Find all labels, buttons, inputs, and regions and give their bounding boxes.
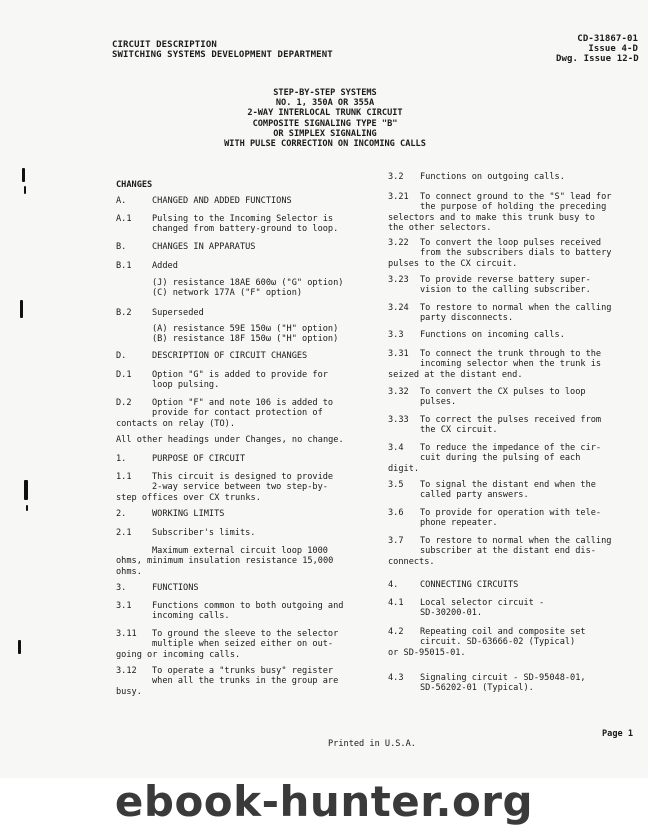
text-line: Added — [152, 261, 178, 271]
text-line: To connect the trunk through to the — [420, 349, 602, 359]
section-number: 3.4 — [388, 443, 404, 453]
section-number: 3.7 — [388, 536, 404, 546]
section-3-24 — [388, 303, 611, 324]
section-3-31 — [388, 349, 601, 380]
section-number: 4. — [388, 580, 399, 590]
text-line: step offices over CX trunks. — [116, 492, 261, 503]
text-line: from the subscribers dials to battery — [420, 248, 612, 259]
header-left — [112, 40, 333, 60]
title-line: NO. 1, 350A OR 355A — [275, 98, 375, 109]
text-line: incoming selector when the trunk is — [420, 359, 602, 370]
section-3-2 — [388, 172, 565, 182]
section-heading: CHANGES IN APPARATUS — [152, 242, 256, 252]
text-line: Pulsing to the Incoming Selector is — [152, 214, 334, 224]
text-line: pulses. — [420, 397, 457, 408]
dept-title: CIRCUIT DESCRIPTION — [112, 40, 217, 50]
section-3-21 — [388, 192, 611, 234]
text-line: To correct the pulses received from — [420, 415, 602, 425]
section-3-33 — [388, 415, 601, 436]
text-line: multiple when seized either on out- — [152, 639, 334, 650]
section-3-12 — [116, 666, 338, 697]
text-line: Functions common to both outgoing and — [152, 601, 344, 611]
scan-mark — [20, 300, 23, 318]
changes-heading: CHANGES — [116, 180, 153, 190]
text-line: ohms, minimum insulation resistance 15,000 — [116, 556, 334, 567]
scan-mark — [24, 186, 26, 194]
text-line: (J) resistance 18AE 600ω ("G" option) — [152, 278, 344, 288]
text-line: Maximum external circuit loop 1000 — [152, 546, 328, 556]
scan-mark — [24, 480, 28, 500]
issue-number: Issue 4-D — [588, 44, 638, 54]
section-number: 2. — [116, 509, 127, 519]
section-number: 3.32 — [388, 387, 409, 397]
section-number: A.1 — [116, 214, 132, 224]
text-line: ohms. — [116, 566, 142, 577]
text-line: To connect ground to the "S" lead for — [420, 192, 612, 202]
section-number: B.1 — [116, 261, 132, 271]
section-number: 3.24 — [388, 303, 409, 313]
section-b2-items — [116, 324, 338, 345]
section-number: 3.2 — [388, 172, 404, 182]
section-b1-items — [116, 278, 343, 299]
text-line: To restore to normal when the calling — [420, 536, 612, 546]
text-line: Functions on incoming calls. — [420, 330, 565, 340]
section-number: 3.33 — [388, 415, 409, 425]
text-line: connects. — [388, 556, 435, 567]
section-4-2 — [388, 627, 586, 658]
section-a — [116, 196, 292, 206]
section-b1 — [116, 261, 178, 271]
text-line: or SD-95015-01. — [388, 647, 466, 658]
text-line: Option "F" and note 106 is added to — [152, 398, 334, 408]
text-line: going or incoming calls. — [116, 649, 241, 660]
section-b — [116, 242, 255, 252]
section-3-11 — [116, 629, 338, 660]
section-number: D.2 — [116, 398, 132, 408]
text-line: provide for contact protection of — [152, 408, 323, 419]
text-line: To signal the distant end when the — [420, 480, 596, 490]
printed-notice: Printed in U.S.A. — [328, 739, 416, 749]
text-line: selectors and to make this trunk busy to — [388, 212, 595, 223]
text-line: busy. — [116, 686, 142, 697]
text-line: Superseded — [152, 308, 204, 318]
section-1 — [116, 454, 245, 464]
section-number: 4.2 — [388, 627, 404, 637]
section-3-5 — [388, 480, 596, 501]
section-4-1 — [388, 598, 544, 619]
section-number: D. — [116, 351, 127, 361]
section-number: B. — [116, 242, 127, 252]
section-a1 — [116, 214, 338, 235]
section-number: 4.1 — [388, 598, 404, 608]
text-line: pulses to the CX circuit. — [388, 258, 518, 269]
text-line: phone repeater. — [420, 518, 498, 529]
section-2-1-detail — [116, 546, 333, 577]
text-line: loop pulsing. — [152, 380, 220, 391]
section-heading: CONNECTING CIRCUITS — [420, 580, 519, 590]
text-line: SD-30200-01. — [420, 608, 483, 619]
text-line: Functions on outgoing calls. — [420, 172, 565, 182]
text-line: the CX circuit. — [420, 425, 498, 436]
text-line: vision to the calling subscriber. — [420, 285, 591, 296]
header-right — [556, 34, 638, 64]
text-line: This circuit is designed to provide — [152, 472, 334, 482]
section-2-1 — [116, 528, 255, 538]
text-line: Local selector circuit - — [420, 598, 545, 608]
text-line: Option "G" is added to provide for — [152, 370, 328, 380]
document-title — [170, 88, 480, 149]
text-line: changed from battery-ground to loop. — [152, 224, 339, 235]
doc-number: CD-31867-01 — [577, 34, 638, 44]
section-3 — [116, 583, 199, 593]
text-line: Subscriber's limits. — [152, 528, 256, 538]
section-3-4 — [388, 443, 601, 474]
section-3-22 — [388, 238, 611, 269]
other-headings-note: All other headings under Changes, no change. — [116, 435, 344, 445]
text-line: the purpose of holding the preceding — [420, 202, 607, 213]
section-number: 1. — [116, 454, 127, 464]
text-line: 2-way service between two step-by- — [152, 482, 328, 493]
section-1-1 — [116, 472, 333, 503]
dept-subtitle: SWITCHING SYSTEMS DEVELOPMENT DEPARTMENT — [112, 50, 333, 60]
section-heading: PURPOSE OF CIRCUIT — [152, 454, 246, 464]
text-line: To provide for operation with tele- — [420, 508, 602, 518]
title-line: 2-WAY INTERLOCAL TRUNK CIRCUIT — [247, 108, 403, 119]
text-line: Signaling circuit - SD-95048-01, — [420, 673, 586, 683]
section-heading: DESCRIPTION OF CIRCUIT CHANGES — [152, 351, 308, 361]
text-line: Repeating coil and composite set — [420, 627, 586, 637]
text-line: when all the trunks in the group are — [152, 676, 339, 687]
text-line: subscriber at the distant end dis- — [420, 546, 596, 557]
section-number: 3. — [116, 583, 127, 593]
section-number: 3.3 — [388, 330, 404, 340]
section-number: 3.21 — [388, 192, 409, 202]
section-number: 3.22 — [388, 238, 409, 248]
section-number: 3.6 — [388, 508, 404, 518]
section-number: B.2 — [116, 308, 132, 318]
section-number: 1.1 — [116, 472, 132, 482]
title-line: COMPOSITE SIGNALING TYPE "B" — [252, 118, 398, 129]
text-line: To operate a "trunks busy" register — [152, 666, 334, 676]
text-line: circuit. SD-63666-02 (Typical) — [420, 637, 576, 648]
title-line: OR SIMPLEX SIGNALING — [273, 128, 377, 139]
section-heading: FUNCTIONS — [152, 583, 199, 593]
text-line: cuit during the pulsing of each — [420, 453, 581, 464]
section-number: A. — [116, 196, 127, 206]
title-line: WITH PULSE CORRECTION ON INCOMING CALLS — [224, 139, 426, 150]
section-b2 — [116, 308, 204, 318]
text-line: (B) resistance 18F 150ω ("H" option) — [152, 334, 339, 345]
section-4-3 — [388, 673, 586, 694]
section-number: 3.1 — [116, 601, 132, 611]
text-line: (A) resistance 59E 150ω ("H" option) — [152, 324, 339, 334]
text-line: seized at the distant end. — [388, 369, 523, 380]
section-number: 3.31 — [388, 349, 409, 359]
section-number: 2.1 — [116, 528, 132, 538]
section-3-23 — [388, 275, 591, 296]
section-d1 — [116, 370, 328, 391]
watermark-banner: ebook-hunter.org — [0, 778, 648, 825]
scan-mark — [22, 168, 25, 182]
text-line: contacts on relay (TO). — [116, 418, 235, 429]
page-number: Page 1 — [602, 729, 634, 739]
text-line: To convert the CX pulses to loop — [420, 387, 586, 397]
text-line: digit. — [388, 463, 420, 474]
section-d2 — [116, 398, 333, 429]
section-number: 4.3 — [388, 673, 404, 683]
text-line: incoming calls. — [152, 611, 230, 622]
section-number: 3.5 — [388, 480, 404, 490]
text-line: To provide reverse battery super- — [420, 275, 591, 285]
scan-mark — [26, 505, 28, 511]
section-number: 3.12 — [116, 666, 137, 676]
section-3-6 — [388, 508, 601, 529]
text-line: To convert the loop pulses received — [420, 238, 602, 248]
section-3-7 — [388, 536, 611, 567]
scan-mark — [18, 640, 21, 654]
drawing-issue: Dwg. Issue 12-D — [556, 54, 639, 64]
text-line: To reduce the impedance of the cir- — [420, 443, 602, 453]
section-number: 3.23 — [388, 275, 409, 285]
text-line: party disconnects. — [420, 313, 514, 324]
title-line: STEP-BY-STEP SYSTEMS — [273, 88, 377, 98]
section-3-1 — [116, 601, 343, 622]
text-line: To ground the sleeve to the selector — [152, 629, 339, 639]
text-line: To restore to normal when the calling — [420, 303, 612, 313]
text-line: (C) network 177A ("F" option) — [152, 288, 303, 299]
section-number: 3.11 — [116, 629, 137, 639]
section-heading: WORKING LIMITS — [152, 509, 225, 519]
section-3-32 — [388, 387, 586, 408]
section-number: D.1 — [116, 370, 132, 380]
section-2 — [116, 509, 224, 519]
section-heading: CHANGED AND ADDED FUNCTIONS — [152, 196, 292, 206]
text-line: SD-56202-01 (Typical). — [420, 683, 534, 694]
section-d — [116, 351, 307, 361]
section-4 — [388, 580, 518, 590]
text-line: called party answers. — [420, 490, 529, 501]
section-3-3 — [388, 330, 565, 340]
text-line: the other selectors. — [388, 223, 492, 234]
